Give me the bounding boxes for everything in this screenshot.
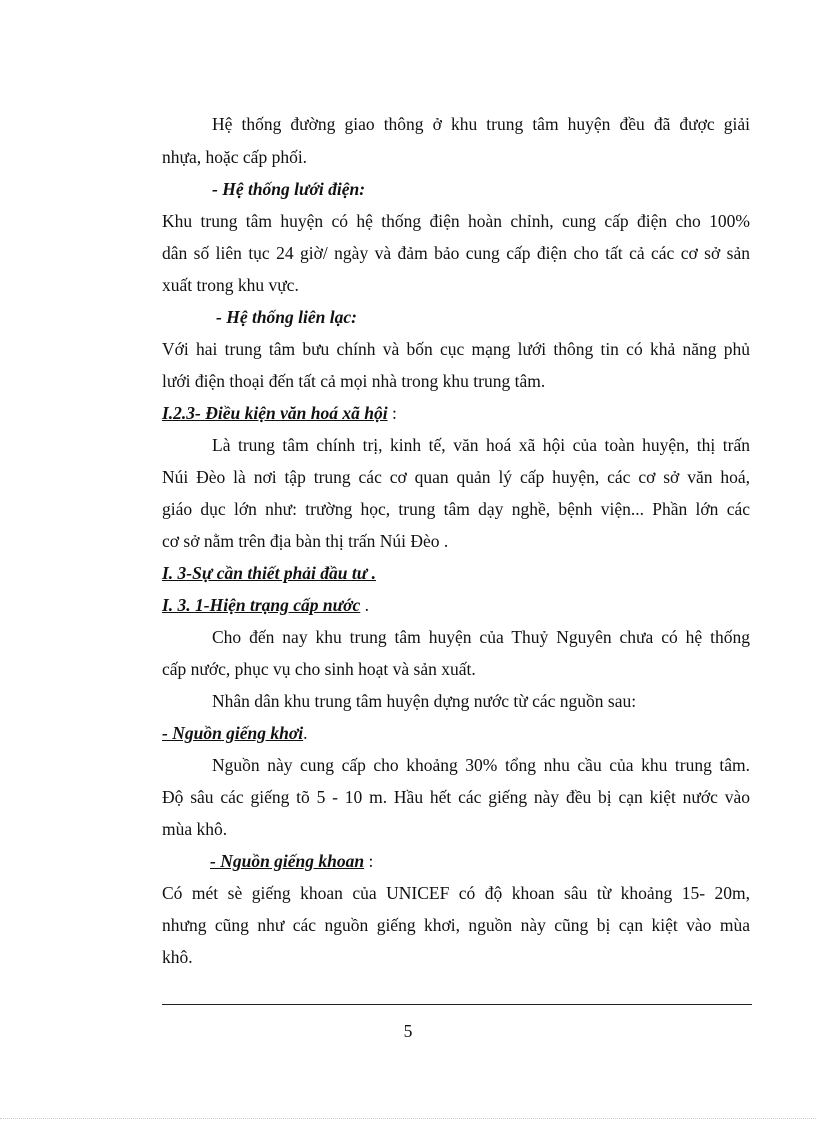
- heading-he-thong-luoi-dien: - Hệ thống lưới điện:: [212, 179, 366, 199]
- body-line: giáo dục lớn như: trường học, trung tâm dạy nghề, bệnh viện... Phần lớn các: [162, 499, 750, 519]
- heading-nguon-gieng-khoan-tail: :: [364, 851, 374, 871]
- heading-i-3: I. 3-Sự cần thiết phải đầu tư .: [162, 563, 376, 583]
- page-bottom-divider: [0, 1118, 816, 1119]
- heading-i-3-1-text: I. 3. 1-Hiện trạng cấp nước: [162, 595, 361, 615]
- heading-i-3-1: [162, 594, 369, 616]
- body-line: Nhân dân khu trung tâm huyện dựng nước từ các nguồn sau:: [212, 691, 637, 711]
- body-line: Với hai trung tâm bưu chính và bốn cục mạng lưới thông tin có khả năng phủ: [162, 339, 750, 359]
- body-line: cơ sở nằm trên địa bàn thị trấn Núi Đèo .: [162, 531, 449, 551]
- body-line: cấp nước, phục vụ cho sinh hoạt và sản xuất.: [162, 659, 476, 679]
- heading-i-3-1-tail: .: [360, 595, 370, 615]
- body-line: dân số liên tục 24 giờ/ ngày và đảm bảo cung cấp điện cho tất cả các cơ sở sản: [162, 243, 750, 263]
- heading-nguon-gieng-khoi-text: - Nguồn giếng khơi: [162, 723, 304, 743]
- heading-nguon-gieng-khoi-tail: .: [303, 723, 308, 743]
- heading-i-2-3-text: I.2.3- Điều kiện văn hoá xã hội: [162, 403, 388, 423]
- body-line: Núi Đèo là nơi tập trung các cơ quan quản lý cấp huyện, các cơ sở văn hoá,: [162, 467, 750, 487]
- body-line: nhưng cũng như các nguồn giếng khơi, nguồn này cũng bị cạn kiệt vào mùa: [162, 915, 750, 935]
- body-line: Có mét sè giếng khoan của UNICEF có độ khoan sâu từ khoảng 15- 20m,: [162, 883, 750, 903]
- body-line: Là trung tâm chính trị, kinh tế, văn hoá xã hội của toàn huyện, thị trấn: [212, 435, 750, 455]
- body-line: khô.: [162, 947, 193, 967]
- footer-rule: [162, 1004, 752, 1005]
- page-number: 5: [403, 1021, 413, 1041]
- heading-nguon-gieng-khoan: [210, 850, 373, 872]
- body-line: Cho đến nay khu trung tâm huyện của Thuỷ Nguyên chưa có hệ thống: [212, 627, 750, 647]
- body-line: xuất trong khu vực.: [162, 275, 299, 295]
- body-line: Nguồn này cung cấp cho khoảng 30% tổng nhu cầu của khu trung tâm.: [212, 755, 750, 775]
- heading-i-2-3-tail: :: [387, 403, 397, 423]
- body-line: nhựa, hoặc cấp phối.: [162, 147, 308, 167]
- heading-nguon-gieng-khoi: [162, 722, 308, 744]
- heading-he-thong-lien-lac: - Hệ thống liên lạc:: [216, 307, 357, 327]
- body-line: mùa khô.: [162, 819, 228, 839]
- body-line: Khu trung tâm huyện có hệ thống điện hoàn chỉnh, cung cấp điện cho 100%: [162, 211, 750, 231]
- heading-nguon-gieng-khoan-text: - Nguồn giếng khoan: [210, 851, 365, 871]
- heading-i-2-3: [162, 402, 397, 424]
- body-line: Hệ thống đường giao thông ở khu trung tâm huyện đều đã được giải: [212, 114, 750, 134]
- body-line: Độ sâu các giếng tõ 5 - 10 m. Hầu hết các giếng này đều bị cạn kiệt nước vào: [162, 787, 750, 807]
- body-line: lưới điện thoại đến tất cả mọi nhà trong khu trung tâm.: [162, 371, 546, 391]
